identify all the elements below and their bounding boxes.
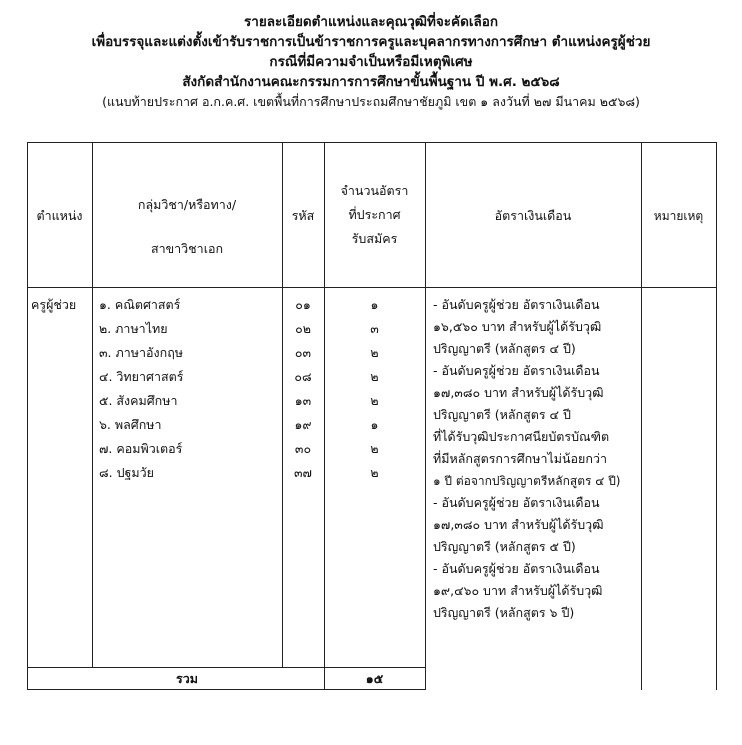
document-header (0, 12, 742, 112)
total-value: ๑๕ (365, 671, 384, 686)
subject-code: ๐๘ (294, 369, 312, 384)
salary-line: ที่ได้รับวุฒิประกาศนียบัตรบัณฑิต (433, 429, 610, 444)
table-border-top (27, 142, 717, 143)
salary-line: ๑๗,๓๘๐ บาท สำหรับผู้ได้รับวุฒิ (433, 385, 604, 400)
subject-name: ๒. ภาษาไทย (99, 321, 168, 336)
header-count-line-1: จำนวนอัตรา (340, 183, 409, 198)
subject-count: ๒ (370, 465, 379, 480)
subject-code: ๐๒ (295, 321, 311, 336)
salary-line: ปริญญาตรี (หลักสูตร ๔ ปี (433, 407, 571, 422)
salary-line: ๑๖,๕๖๐ บาท สำหรับผู้ได้รับวุฒิ (433, 319, 602, 334)
title-line-4: สังกัดสำนักงานคณะกรรมการการศึกษาขั้นพื้นฐาน ปี พ.ศ. ๒๕๖๘ (182, 74, 560, 90)
header-code: รหัส (291, 208, 315, 223)
salary-line: - อันดับครูผู้ช่วย อัตราเงินเดือน (433, 297, 600, 312)
subject-code: ๑๙ (294, 417, 312, 432)
salary-line: ๑๗,๓๘๐ บาท สำหรับผู้ได้รับวุฒิ (433, 517, 604, 532)
subject-name: ๔. วิทยาศาสตร์ (99, 369, 184, 384)
title-line-3: กรณีที่มีความจำเป็นหรือมีเหตุพิเศษ (269, 54, 473, 70)
salary-line: ปริญญาตรี (หลักสูตร ๕ ปี) (433, 539, 576, 554)
subject-code: ๐๑ (295, 297, 311, 312)
position-table (27, 142, 717, 690)
salary-line: - อันดับครูผู้ช่วย อัตราเงินเดือน (433, 363, 600, 378)
subject-count: ๑ (370, 417, 379, 432)
header-subject-line-1: กลุ่มวิชา/หรือทาง/ (137, 197, 237, 212)
header-divider (27, 287, 717, 288)
subject-name: ๓. ภาษาอังกฤษ (99, 345, 183, 360)
total-label: รวม (176, 671, 198, 686)
subject-name: ๖. พลศึกษา (99, 417, 162, 432)
header-position: ตำแหน่ง (36, 208, 83, 223)
header-count-line-3: รับสมัคร (351, 231, 398, 246)
col-divider-1 (92, 142, 93, 667)
salary-line: ปริญญาตรี (หลักสูตร ๔ ปี) (433, 341, 576, 356)
title-line-1: รายละเอียดตำแหน่งและคุณวุฒิที่จะคัดเลือก (243, 14, 498, 30)
header-remark: หมายเหตุ (653, 209, 704, 223)
subject-code: ๓๗ (294, 465, 312, 480)
salary-line: - อันดับครูผู้ช่วย อัตราเงินเดือน (433, 495, 600, 510)
position-name: ครูผู้ช่วย (31, 297, 77, 312)
subject-count: ๒ (370, 393, 379, 408)
subject-count: ๒ (370, 369, 379, 384)
subject-name: ๗. คอมพิวเตอร์ (99, 441, 183, 456)
subject-code: ๐๓ (294, 345, 312, 360)
salary-line: - อันดับครูผู้ช่วย อัตราเงินเดือน (433, 561, 600, 576)
salary-line: ๑๙,๔๖๐ บาท สำหรับผู้ได้รับวุฒิ (433, 583, 603, 598)
subject-count: ๒ (370, 441, 379, 456)
table-border-right (716, 142, 717, 690)
title-line-5: (แนบท้ายประกาศ อ.ก.ค.ศ. เขตพื้นที่การศึกษาประถมศึกษาชัยภูมิ เขต ๑ ลงวันที่ ๒๗ มีนาคม ๒๕๖๘) (102, 94, 640, 109)
header-count-line-2: ที่ประกาศ (348, 207, 401, 222)
subject-code: ๓๐ (294, 441, 312, 456)
subject-count: ๑ (370, 297, 379, 312)
header-salary: อัตราเงินเดือน (494, 208, 572, 223)
salary-line: ที่มีหลักสูตรการศึกษาไม่น้อยกว่า (433, 451, 607, 466)
title-line-2: เพื่อบรรจุและแต่งตั้งเข้ารับราชการเป็นข้าราชการครูและบุคลากรทางการศึกษา ตำแหน่งครูผู้ช่วย (91, 34, 651, 50)
subject-count: ๒ (370, 345, 379, 360)
subject-count: ๓ (370, 321, 379, 336)
salary-line: ปริญญาตรี (หลักสูตร ๖ ปี) (433, 605, 575, 620)
subject-name: ๕. สังคมศึกษา (99, 393, 178, 408)
header-subject-line-2: สาขาวิชาเอก (150, 241, 224, 256)
salary-line: ๑ ปี ต่อจากปริญญาตรีหลักสูตร ๔ ปี) (433, 474, 621, 488)
subject-name: ๘. ปฐมวัย (99, 465, 155, 480)
subject-code: ๑๓ (294, 393, 312, 408)
subject-name: ๑. คณิตศาสตร์ (99, 297, 181, 312)
